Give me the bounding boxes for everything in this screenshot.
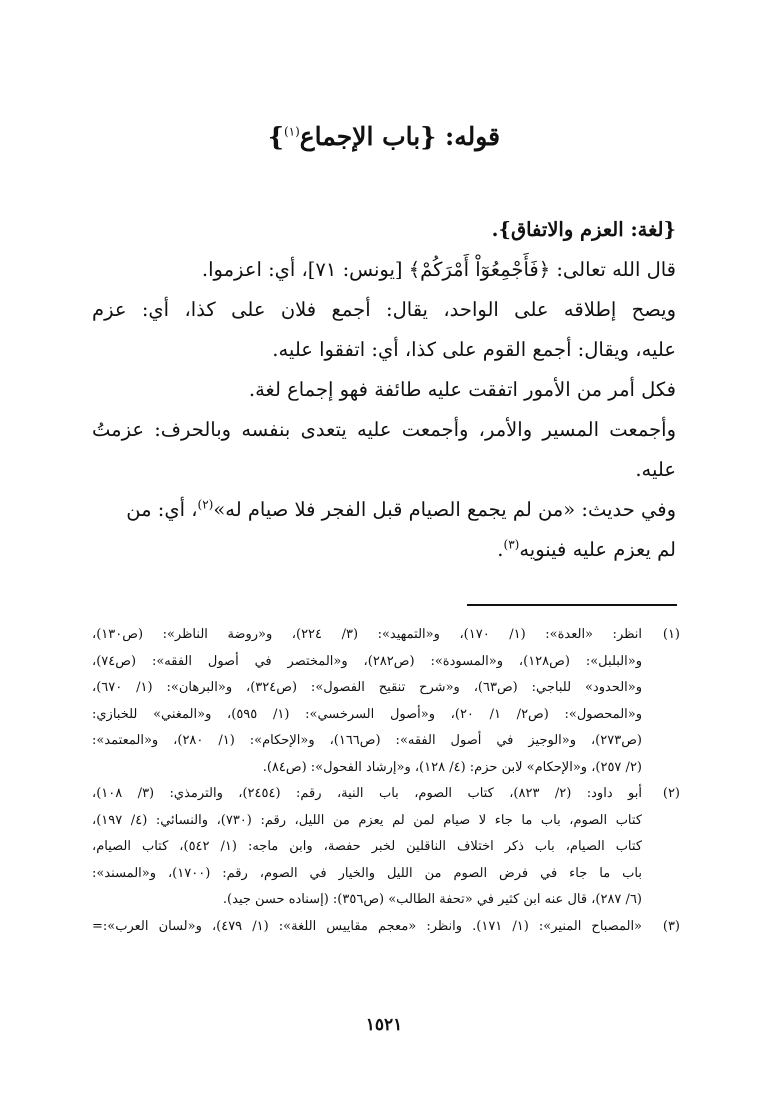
footnote-ref-3[interactable]: (٣) xyxy=(503,537,520,552)
footnote-number: (٢) xyxy=(662,786,680,801)
footnote-line: باب ما جاء في فرض الصوم من الليل والخيار في الصوم، رقم: (١٧٠٠)، و«المسند»: xyxy=(92,865,642,881)
body-line xyxy=(92,370,676,410)
footnote-1 xyxy=(92,622,680,781)
footnote-line: «المصباح المنير»: (١/ ١٧١). وانظر: «معجم مقاييس اللغة»: (١/ ٤٧٩)، و«لسان العرب»:= xyxy=(92,918,642,934)
footnote-line: و«البلبل»: (ص١٢٨)، و«المسودة»: (ص٢٨٢)، و«المختصر في أصول الفقه»: (ص٧٤)، xyxy=(92,653,642,669)
line-text: {لغة: العزم والاتفاق}. xyxy=(491,218,676,241)
body-text xyxy=(92,210,676,570)
heading-close-brace: } xyxy=(267,122,284,151)
line-text-after: . xyxy=(497,538,504,561)
footnote-number: (١) xyxy=(662,627,680,642)
body-line xyxy=(92,490,676,530)
line-text: فكل أمر من الأمور اتفقت عليه طائفة فهو إجماع لغة. xyxy=(248,378,676,401)
body-line xyxy=(92,330,676,370)
line-text: لم يعزم عليه فينويه xyxy=(519,538,676,561)
footnote-line: (ص٢٧٣)، و«الوجيز في أصول الفقه»: (ص١٦٦)، و«الإحكام»: (١/ ٢٨٠)، و«المعتمد»: xyxy=(92,733,642,748)
line-text: وفي حديث: «من لم يجمع الصيام قبل الفجر فلا صيام له» xyxy=(213,498,676,521)
footnote-line: (٦/ ٢٨٧)، قال عنه ابن كثير في «تحفة الطالب» (ص٣٥٦): (إسناده حسن جيد). xyxy=(222,892,642,907)
body-line: وأجمعت المسير والأمر، وأجمعت عليه يتعدى بنفسه وبالحرف: عزمتُ xyxy=(92,418,676,441)
footnote-line: (٢/ ٢٥٧)، و«الإحكام» لابن حزم: (٤/ ١٢٨)، و«إرشاد الفحول»: (ص٨٤). xyxy=(262,759,642,775)
footnote-line: كتاب الصيام، باب ذكر اختلاف الناقلين لخبر حفصة، وابن ماجه: (١/ ٥٤٢)، كتاب الصيام، xyxy=(92,839,642,854)
footnote-line: كتاب الصوم، باب ما جاء لا صيام لمن لم يعزم من الليل، رقم: (٧٣٠)، والنسائي: (٤/ ١٩٧)، xyxy=(92,812,642,828)
body-line xyxy=(92,250,676,290)
line-text: عليه، ويقال: أجمع القوم على كذا، أي: اتفقوا عليه. xyxy=(272,338,676,361)
section-heading xyxy=(0,122,768,151)
footnote-separator xyxy=(467,604,677,606)
heading-footnote-ref[interactable]: (١) xyxy=(283,124,300,139)
footnote-line: و«المحصول»: (ص٢/ ١/ ٢٠)، و«أصول السرخسي»: (١/ ٥٩٥)، و«المغني» للخبازي: xyxy=(92,706,642,722)
body-line: ويصح إطلاقه على الواحد، يقال: أجمع فلان على كذا، أي: عزم xyxy=(92,298,676,321)
line-text: عليه. xyxy=(635,458,676,481)
footnote-ref-2[interactable]: (٢) xyxy=(197,497,214,512)
line-text-after: ، أي: من xyxy=(126,498,198,521)
footnote-line: أبو داود: (٢/ ٨٢٣)، كتاب الصوم، باب النية، رقم: (٢٤٥٤)، والترمذي: (٣/ ١٠٨)، xyxy=(92,786,642,801)
line-text: قال الله تعالى: ﴿فَأَجْمِعُوٓاْ أَمْرَكُمْ﴾ [يونس: ٧١]، أي: اعزموا. xyxy=(201,258,676,281)
footnote-line: انظر: «العدة»: (١/ ١٧٠)، و«التمهيد»: (٣/ ٢٢٤)، و«روضة الناظر»: (ص١٣٠)، xyxy=(92,627,642,642)
page-number: ١٥٢١ xyxy=(365,1015,403,1035)
footnote-number: (٣) xyxy=(662,918,680,934)
footnote-3 xyxy=(92,914,680,941)
body-line xyxy=(92,210,676,250)
body-line xyxy=(92,450,676,490)
heading-text: قوله: {باب الإجماع xyxy=(299,122,501,151)
body-line xyxy=(92,530,676,570)
footnotes xyxy=(92,622,680,940)
footnote-line: و«الحدود» للباجي: (ص٦٣)، و«شرح تنقيح الفصول»: (ص٣٢٤)، و«البرهان»: (١/ ٦٧٠)، xyxy=(92,680,642,695)
footnote-2 xyxy=(92,781,680,914)
